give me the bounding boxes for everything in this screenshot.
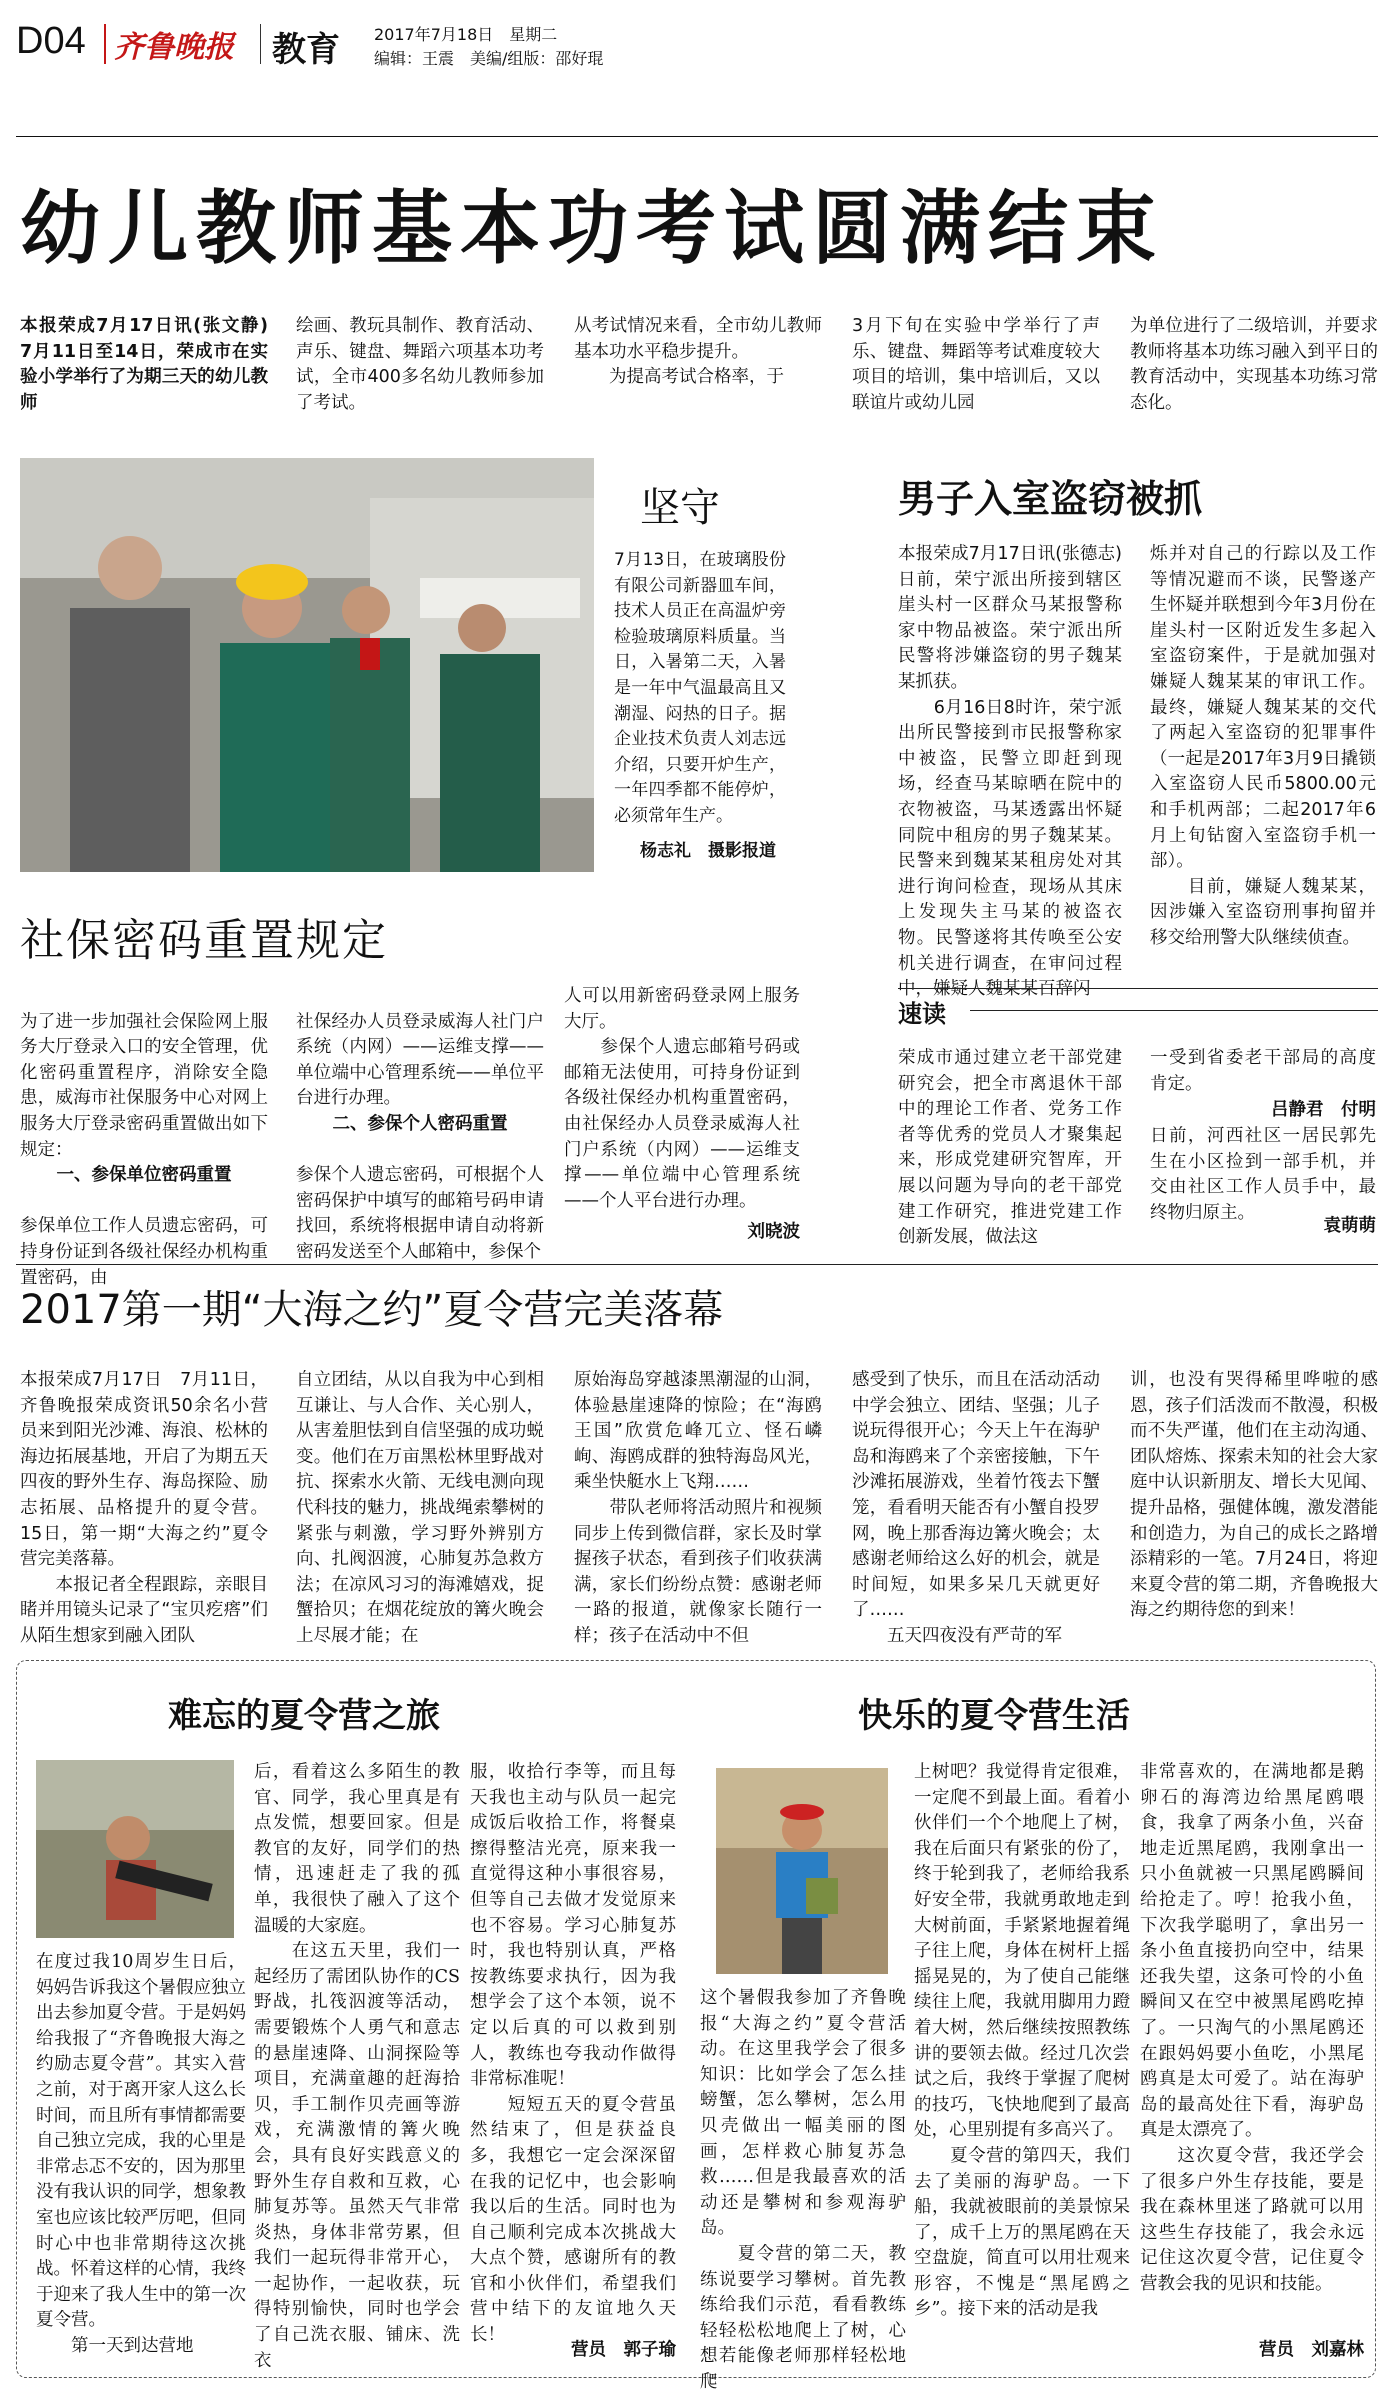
- lead-col-1: 本报荣成7月17日讯(张文静) 7月11日至14日，荣成市在实验小学举行了为期三天的幼儿教师: [20, 316, 286, 413]
- briefs-title-rule: [970, 1010, 1378, 1011]
- camp-col-1: 本报荣成7月17日 7月11日，齐鲁晚报荣成资讯50余名小营员来到阳光沙滩、海浪、松林的海边拓展基地，开启了为期五天四夜的野外生存、海岛探险、励志拓展、品格提升的夏令营。15日，第一期“大海之约”夏令营完美落幕。 本报记者全程跟踪，亲眼目睹并用镜头记录了“宝贝疙瘩”们从陌生想家到融入团队: [20, 1370, 268, 1646]
- camp-rule: [16, 1264, 1378, 1265]
- essay1-col-2: 后，看着这么多陌生的教官、同学，我心里真是有点发慌，想要回家。但是教官的友好，同学们的热情，迅速赶走了我的孤单，我很快了融入了这个温暖的大家庭。 在这五天里，我们一起经历了需团队协作的CS野战，扎筏泅渡等活动，需要锻炼个人勇气和意志的悬崖速降、山洞探险等项目，充满童趣的赶海拾贝，手工制作贝壳画等游戏，充满激情的篝火晚会，具有良好实践意义的野外生存自救和互救，心肺复苏等。虽然天气非常炎热，身体非常劳累，但我们一起玩得非常开心，一起协作，一起收获，玩得特别愉快，同时也学会了自己洗衣服、铺床、洗衣: [254, 1762, 460, 2371]
- theft-col-1: 本报荣成7月17日讯(张德志) 日前，荣宁派出所接到辖区崖头村一区群众马某报警称家中物品被盗。荣宁派出所民警将涉嫌盗窃的男子魏某某抓获。 6月16日8时许，荣宁派出所民警接到市民报警称家中被盗，民警立即赶到现场，经查马某晾晒在院中的衣物被盗，马某透露出怀疑同院中租房的男子魏某某。民警来到魏某某租房处对其进行询问检查，现场从其床上发现失主马某的被盗衣物。民警遂将其传唤至公安机关进行调查，在审问过程中，嫌疑人魏某某百辞闪: [898, 544, 1122, 1000]
- photo-story-text: 7月13日，在玻璃股份有限公司新器皿车间，技术人员正在高温炉旁检验玻璃原料质量。当日，入暑第二天，入暑是一年中气温最高且又潮湿、闷热的日子。据企业技术负责人刘志远介绍，只要开炉生产，一年四季都不能停炉，必须常年生产。: [614, 550, 786, 826]
- social-col-3: 人可以用新密码登录网上服务大厅。 参保个人遗忘邮箱号码或邮箱无法使用，可持身份证到各级社保经办机构重置密码，由社保经办人员登录威海人社门户系统（内网）——运维支撑——单位端中心管理系统——个人平台进行办理。: [564, 986, 800, 1211]
- essay2-col-3: 非常喜欢的，在满地都是鹅卵石的海湾边给黑尾鸥喂食，我拿了两条小鱼，兴奋地走近黑尾鸥，我刚拿出一只小鱼就被一只黑尾鸥瞬间给抢走了。哼！抢我小鱼，下次我学聪明了，拿出另一条小鱼直接扔向空中，结果还我失望，这条可怜的小鱼瞬间又在空中被黑尾鸥吃掉了。一只淘气的小黑尾鸥还在跟妈妈要小鱼吃，小黑尾鸥真是太可爱了。站在海驴岛的最高处往下看，海驴岛真是太漂亮了。 这次夏令营，我还学会了很多户外生存技能，要是我在森林里迷了路就可以用这些生存技能了，我会永远记住这次夏令营，记住夏令营教会我的见识和技能。: [1140, 1762, 1364, 2294]
- social-title: 社保密码重置规定: [20, 915, 388, 966]
- lead-col-5: 为单位进行了二级培训，并要求教师将基本功练习融入到平日的教育活动中，实现基本功练习常态化。: [1130, 316, 1378, 413]
- briefs-title: 速读: [898, 1000, 946, 1028]
- camp-col-3: 原始海岛穿越漆黑潮湿的山洞，体验悬崖速降的惊险；在“海鸥王国”欣赏危峰兀立、怪石嶙峋、海鸥成群的独特海岛风光，乘坐快艇水上飞翔…… 带队老师将活动照片和视频同步上传到微信群，家长及时掌握孩子状态，看到孩子们收获满满，家长们纷纷点赞：感谢老师一路的报道，就像家长随行一样；孩子在活动中不但: [574, 1370, 822, 1646]
- essay1-photo: [36, 1760, 234, 1938]
- photo-story-credit: 杨志礼 摄影报道: [640, 841, 776, 861]
- briefs-col-2b: 日前，河西社区一居民郭先生在小区捡到一部手机，并交由社区工作人员手中，最终物归原主。: [1150, 1126, 1376, 1223]
- essay1-col-1: 在度过我10周岁生日后，妈妈告诉我这个暑假应独立出去参加夏令营。于是妈妈给我报了“齐鲁晚报大海之约励志夏令营”。其实入营之前，对于离开家人这么长时间，而且所有事情都需要自己独立完成，我的心里是非常忐忑不安的，因为那里没有我认识的同学，想象教室也应该比较严厉吧，但同时心中也非常期待这次挑战。怀着这样的心情，我终于迎来了我人生中的第一次夏令营。 第一天到达营地: [36, 1952, 246, 2356]
- factory-photo: [20, 458, 594, 872]
- header-rule: [16, 136, 1378, 137]
- essay1-photo-graphic: [36, 1760, 234, 1938]
- editor-credits: 编辑：王震 美编/组版：邵好琨: [374, 49, 604, 68]
- camp-col-2: 自立团结，从以自我为中心到相互谦让、与人合作、关心别人，从害羞胆怯到自信坚强的成功蜕变。他们在万亩黑松林里野战对抗、探索水火箭、无线电测向现代科技的魅力，挑战绳索攀树的紧张与刺激，学习野外辨别方向、扎阀泅渡，心肺复苏急救方法；在凉风习习的海滩嬉戏，捉蟹拾贝；在烟花绽放的篝火晚会上尽展才能；在: [296, 1370, 544, 1646]
- essay1-title: 难忘的夏令营之旅: [168, 1696, 440, 1736]
- masthead-logo: 齐鲁晚报: [114, 30, 234, 65]
- social-col-1: 为了进一步加强社会保险网上服务大厅登录入口的安全管理，优化密码重置程序，消除安全隐患，威海市社保服务中心对网上服务大厅登录密码重置做出如下规定： 一、参保单位密码重置 参保单位工作人员遗忘密码，可持身份证到各级社保经办机构重置密码，由: [20, 1011, 268, 1288]
- issue-date: 2017年7月18日 星期二: [374, 25, 558, 44]
- main-headline: 幼儿教师基本功考试圆满结束: [20, 182, 1164, 275]
- social-sub-1: 一、参保单位密码重置: [56, 1165, 232, 1186]
- essay2-credit: 营员 刘嘉林: [1259, 2340, 1364, 2360]
- factory-photo-graphic: [20, 458, 594, 872]
- essay1-col-3: 服，收拾行李等，而且每天我也主动与队员一起完成饭后收拾工作，将餐桌擦得整洁光亮，原来我一直觉得这种小事很容易，但等自己去做才发觉原来也不容易。学习心肺复苏时，我也特别认真，严格按教练要求执行，因为我想学会了这个本领，说不定以后真的可以救到别人，教练也夸我动作做得非常标准呢！ 短短五天的夏令营虽然结束了，但是获益良多，我想它一定会深深留在我的记忆中，也会影响我以后的生活。同时也为自己顺利完成本次挑战大大点个赞，感谢所有的教官和小伙伴们，希望我们营中结下的友谊地久天长！: [470, 1762, 676, 2346]
- camp-title: 2017第一期“大海之约”夏令营完美落幕: [20, 1287, 724, 1333]
- page-number: D04: [16, 20, 86, 62]
- header-divider: [260, 24, 261, 64]
- lead-col-3: 从考试情况来看，全市幼儿教师基本功水平稳步提升。 为提高考试合格率，于: [574, 316, 822, 388]
- social-col-2: 社保经办人员登录威海人社门户系统（内网）——运维支撑——单位端中心管理系统——单位平台进行办理。 二、参保个人密码重置 参保个人遗忘密码，可根据个人密码保护中填写的邮箱号码申请找回，系统将根据申请自动将新密码发送至个人邮箱中，参保个: [296, 1011, 544, 1262]
- lead-col-2: 绘画、教玩具制作、教育活动、声乐、键盘、舞蹈六项基本功考试，全市400多名幼儿教师参加了考试。: [296, 316, 544, 413]
- theft-col-2: 烁并对自己的行踪以及工作等情况避而不谈，民警遂产生怀疑并联想到今年3月份在崖头村一区附近发生多起入室盗窃案件，于是就加强对嫌疑人魏某某的审讯工作。最终，嫌疑人魏某某的交代了两起入室盗窃的犯罪事件（一起是2017年3月9日撬锁入室盗窃人民币5800.00元和手机两部；二起2017年6月上旬钻窗入室盗窃手机一部）。 目前，嫌疑人魏某某，因涉嫌入室盗窃刑事拘留并移交给刑警大队继续侦查。: [1150, 544, 1376, 948]
- briefs-col-2: 一受到省委老干部局的高度肯定。: [1150, 1048, 1376, 1094]
- header-divider: [104, 24, 106, 64]
- photo-story-title: 坚守: [640, 485, 720, 531]
- social-credit: 刘晓波: [747, 1222, 800, 1242]
- briefs-rule: [898, 988, 1378, 989]
- briefs-credit-2: 袁萌萌: [1323, 1216, 1376, 1236]
- camp-col-5: 训，也没有哭得稀里哗啦的感恩，孩子们活泼而不散漫，积极而不失严谨，他们在主动沟通、团队熔炼、探索未知的社会大家庭中认识新朋友、增长大见闻、提升品格，强健体魄，激发潜能和创造力，为自己的成长之路增添精彩的一笔。7月24日，将迎来夏令营的第二期，齐鲁晚报大海之约期待您的到来！: [1130, 1370, 1378, 1621]
- section-name: 教育: [272, 30, 340, 70]
- essay1-credit: 营员 郭子瑜: [571, 2340, 676, 2360]
- essay2-col-2: 上树吧？我觉得肯定很难，一定爬不到最上面。看着小伙伴们一个个地爬上了树，我在后面只有紧张的份了，终于轮到我了，老师给我系好安全带，我就勇敢地走到大树前面，手紧紧地握着绳子往上爬，身体在树杆上摇摇晃晃的，为了使自己能继续往上爬，我就用脚用力蹬着大树，然后继续按照教练讲的要领去做。经过几次尝试之后，我终于掌握了爬树的技巧，飞快地爬到了最高处，心里别提有多高兴了。 夏令营的第四天，我们去了美丽的海驴岛。一下船，我就被眼前的美景惊呆了，成千上万的黑尾鸥在天空盘旋，简直可以用壮观来形容，不愧是“黑尾鸥之乡”。接下来的活动是我: [914, 1762, 1130, 2320]
- essay2-photo: [716, 1768, 888, 1974]
- briefs-credit-1: 吕静君 付明: [1271, 1100, 1376, 1120]
- theft-title: 男子入室盗窃被抓: [898, 477, 1203, 521]
- lead-col-4: 3月下旬在实验中学举行了声乐、键盘、舞蹈等考试难度较大项目的培训，集中培训后，又以联谊片或幼儿园: [852, 316, 1100, 413]
- essay2-photo-graphic: [716, 1768, 888, 1974]
- camp-col-4: 感受到了快乐，而且在活动活动中学会独立、团结、坚强；儿子说玩得很开心；今天上午在海驴岛和海鸥来了个亲密接触，下午沙滩拓展游戏，坐着竹筏去下蟹笼，看看明天能否有小蟹自投罗网，晚上那香海边篝火晚会；太感谢老师给这么好的机会，就是时间短，如果多呆几天就更好了…… 五天四夜没有严苛的军: [852, 1370, 1100, 1646]
- social-sub-2: 二、参保个人密码重置: [332, 1113, 508, 1134]
- essay2-title: 快乐的夏令营生活: [858, 1696, 1130, 1736]
- briefs-col-1: 荣成市通过建立老干部党建研究会，把全市离退休干部中的理论工作者、党务工作者等优秀的党员人才聚集起来，形成党建研究智库，开展以问题为导向的老干部党建工作研究，推进党建工作创新发展，做法这: [898, 1048, 1122, 1248]
- essay2-col-1: 这个暑假我参加了齐鲁晚报“大海之约”夏令营活动。在这里我学会了很多知识：比如学会了怎么挂螃蟹，怎么攀树，怎么用贝壳做出一幅美丽的图画，怎样救心肺复苏急救……但是我最喜欢的活动还是攀树和参观海驴岛。 夏令营的第二天，教练说要学习攀树。首先教练给我们示范，看看教练轻轻松松地爬上了树，心想若能像老师那样轻松地爬: [700, 1988, 906, 2392]
